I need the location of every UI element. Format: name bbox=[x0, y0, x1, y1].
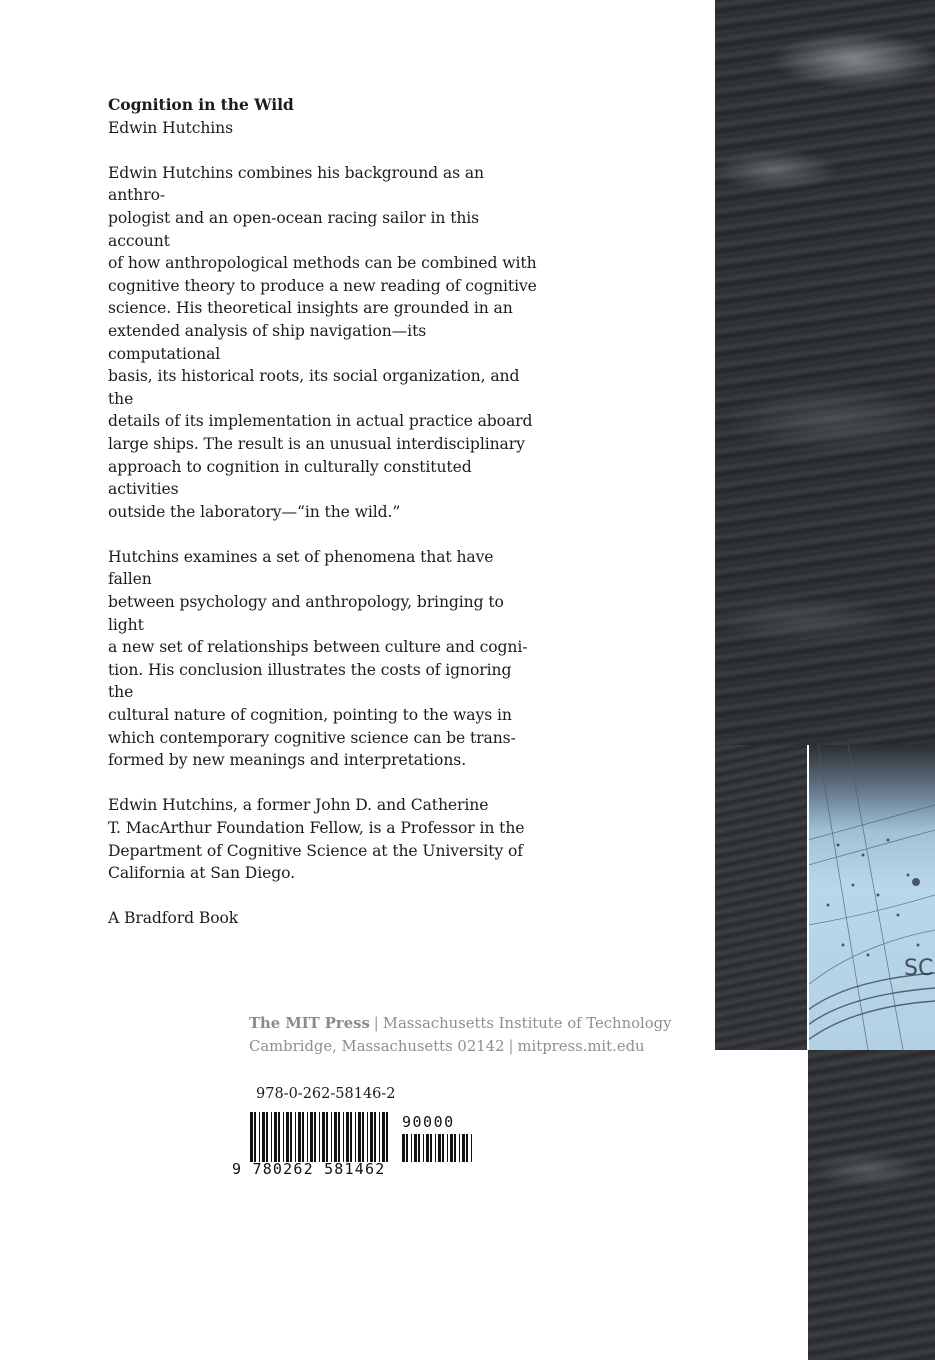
back-cover-text bbox=[108, 94, 538, 930]
barcode-bar bbox=[286, 1112, 289, 1162]
description-paragraph-2 bbox=[108, 546, 538, 772]
barcode-bar bbox=[310, 1112, 313, 1162]
text-line: Hutchins examines a set of phenomena that have fallen bbox=[108, 547, 494, 589]
ocean-photo-top bbox=[715, 0, 935, 745]
barcode-bar bbox=[266, 1112, 268, 1162]
barcode-bar bbox=[471, 1134, 472, 1162]
barcode-bar bbox=[418, 1134, 420, 1162]
description-paragraph-1 bbox=[108, 162, 538, 524]
text-line: which contemporary cognitive science can be trans- bbox=[108, 728, 516, 747]
barcode-bar bbox=[334, 1112, 337, 1162]
imprint-label: A Bradford Book bbox=[108, 909, 239, 928]
barcode-bar bbox=[411, 1134, 412, 1162]
text-line: large ships. The result is an unusual interdisciplinary bbox=[108, 434, 525, 453]
barcode-bar bbox=[367, 1112, 368, 1162]
barcode-bar bbox=[435, 1134, 436, 1162]
barcode-bar bbox=[262, 1112, 265, 1162]
text-line: cultural nature of cognition, pointing to the ways in bbox=[108, 706, 512, 725]
publisher-line-1 bbox=[249, 1012, 672, 1035]
barcode-bar bbox=[346, 1112, 349, 1162]
barcode-bar bbox=[382, 1112, 385, 1162]
text-line: Edwin Hutchins, a former John D. and Catherine bbox=[108, 796, 489, 815]
ocean-photo-bottom bbox=[808, 1050, 935, 1360]
text-line: T. MacArthur Foundation Fellow, is a Professor in the bbox=[108, 819, 525, 837]
barcode-bar bbox=[259, 1112, 260, 1162]
barcode-bar bbox=[426, 1134, 429, 1162]
text-line: Edwin Hutchins combines his background as an anthro- bbox=[108, 163, 484, 205]
separator: | bbox=[508, 1038, 514, 1055]
publisher-institution: Massachusetts Institute of Technology bbox=[382, 1015, 672, 1032]
text-line: approach to cognition in culturally constituted activities bbox=[108, 457, 472, 499]
barcode-bar bbox=[295, 1112, 296, 1162]
barcode-bar bbox=[454, 1134, 456, 1162]
text-line: science. His theoretical insights are grounded in an bbox=[108, 299, 513, 318]
isbn-number: 978-0-262-58146-2 bbox=[256, 1086, 396, 1102]
barcode-bar bbox=[430, 1134, 432, 1162]
barcode-bar bbox=[322, 1112, 325, 1162]
barcode-bar bbox=[274, 1112, 277, 1162]
barcode-bar bbox=[250, 1112, 253, 1162]
barcode-bar bbox=[343, 1112, 344, 1162]
book-title: Cognition in the Wild bbox=[108, 95, 294, 114]
barcode-bar bbox=[271, 1112, 272, 1162]
chart-map-label: SC bbox=[904, 956, 934, 981]
publisher-name: The MIT Press bbox=[249, 1015, 370, 1032]
ocean-photo-middle bbox=[715, 745, 808, 1050]
barcode-bar bbox=[450, 1134, 453, 1162]
nautical-chart-image bbox=[808, 745, 935, 1050]
publisher-line-2 bbox=[249, 1035, 672, 1058]
barcode-bar bbox=[414, 1134, 417, 1162]
text-line: outside the laboratory—“in the wild.” bbox=[108, 502, 401, 521]
book-author: Edwin Hutchins bbox=[108, 118, 234, 137]
barcode-bar bbox=[331, 1112, 332, 1162]
barcode-bar bbox=[278, 1112, 280, 1162]
barcode-bar bbox=[459, 1134, 460, 1162]
text-line: cognitive theory to produce a new reading of cognitive bbox=[108, 276, 537, 295]
art-divider bbox=[807, 745, 809, 1050]
barcode-bar bbox=[358, 1112, 361, 1162]
barcode-bar bbox=[355, 1112, 356, 1162]
barcode-digits: 9 780262 581462 bbox=[232, 1160, 386, 1178]
barcode-bar bbox=[254, 1112, 256, 1162]
text-line: pologist and an open-ocean racing sailor in this account bbox=[108, 208, 480, 250]
barcode-bar bbox=[402, 1134, 405, 1162]
barcode-bar bbox=[314, 1112, 316, 1162]
barcode-bar bbox=[338, 1112, 340, 1162]
text-line: a new set of relationships between culture and cogni- bbox=[108, 638, 528, 657]
barcode-bar bbox=[386, 1112, 388, 1162]
barcode-bar bbox=[379, 1112, 380, 1162]
barcode-bar bbox=[362, 1112, 364, 1162]
text-line: between psychology and anthropology, bringing to light bbox=[108, 593, 504, 634]
text-line: Department of Cognitive Science at the University of bbox=[108, 841, 523, 860]
barcode-bar bbox=[447, 1134, 448, 1162]
text-line: basis, its historical roots, its social organization, and the bbox=[108, 367, 520, 408]
barcode-bar bbox=[462, 1134, 465, 1162]
text-line: tion. His conclusion illustrates the costs of ignoring the bbox=[108, 660, 512, 702]
barcode-bar bbox=[307, 1112, 308, 1162]
text-line: details of its implementation in actual practice aboard bbox=[108, 412, 533, 431]
separator: | bbox=[373, 1015, 379, 1032]
barcode-bar bbox=[374, 1112, 376, 1162]
barcode-bar bbox=[290, 1112, 292, 1162]
barcode-bar bbox=[350, 1112, 352, 1162]
barcode-bar bbox=[298, 1112, 301, 1162]
publisher-address: Cambridge, Massachusetts 02142 bbox=[249, 1038, 505, 1055]
author-bio bbox=[108, 794, 538, 884]
barcode-bar bbox=[326, 1112, 328, 1162]
barcode-bar bbox=[319, 1112, 320, 1162]
text-line: California at San Diego. bbox=[108, 864, 295, 883]
barcode-bar bbox=[466, 1134, 468, 1162]
text-line: formed by new meanings and interpretations. bbox=[108, 751, 467, 770]
barcode-bar bbox=[283, 1112, 284, 1162]
barcode-bar bbox=[423, 1134, 424, 1162]
publisher-website: mitpress.mit.edu bbox=[517, 1038, 645, 1055]
publisher-info bbox=[249, 1012, 672, 1058]
barcode-bar bbox=[406, 1134, 408, 1162]
barcode-bar bbox=[302, 1112, 304, 1162]
barcode-bar bbox=[370, 1112, 373, 1162]
text-line: extended analysis of ship navigation—its computational bbox=[108, 321, 427, 363]
barcode-addon-digits: 90000 bbox=[402, 1113, 455, 1131]
barcode-bar bbox=[438, 1134, 441, 1162]
text-line: of how anthropological methods can be combined with bbox=[108, 254, 537, 273]
barcode-bar bbox=[442, 1134, 444, 1162]
